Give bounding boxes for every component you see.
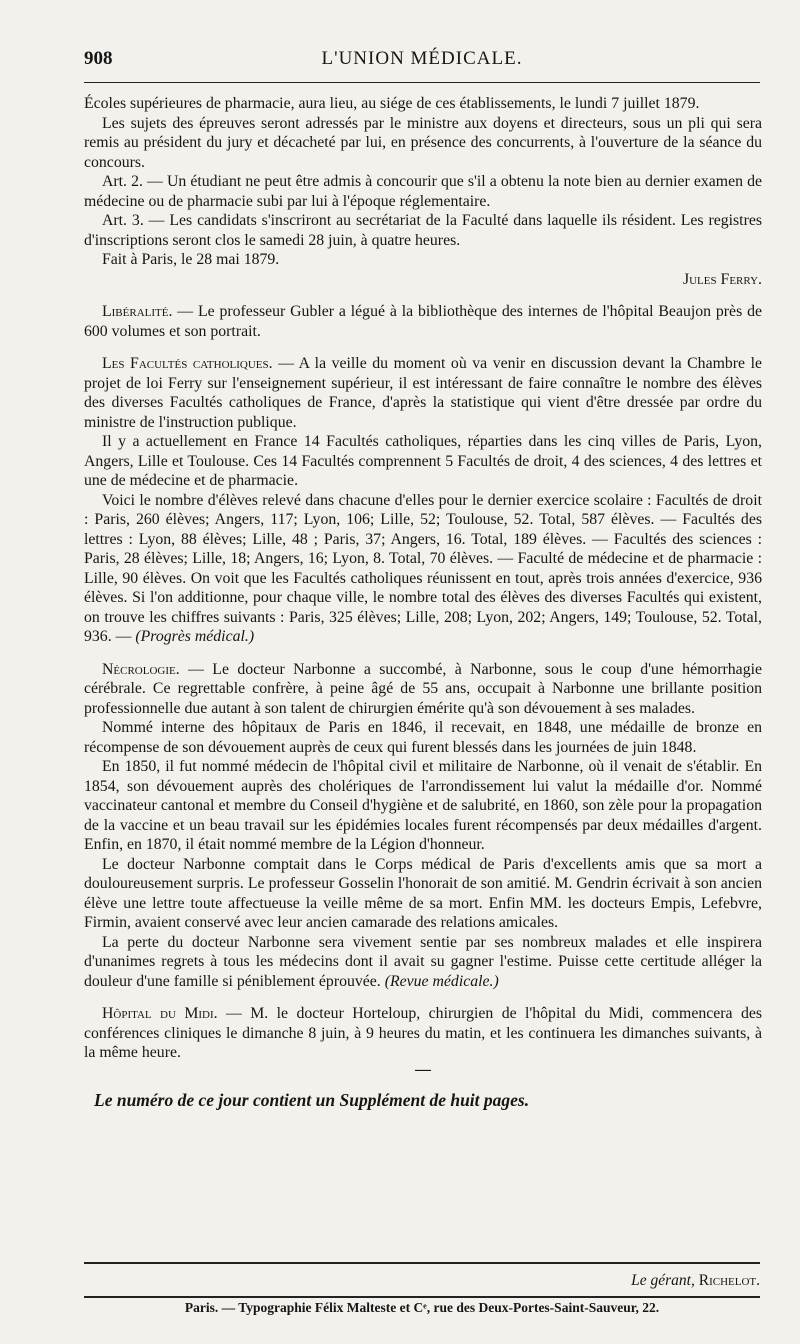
signature-name: Richelot. bbox=[694, 1272, 760, 1289]
printer-imprint: Paris. — Typographie Félix Malteste et Cᵉ, rue des Deux-Portes-Saint-Sauveur, 22. bbox=[184, 1300, 660, 1315]
page-number: 908 bbox=[84, 48, 113, 69]
news-item bbox=[84, 302, 762, 341]
statistics-text: Voici le nombre d'élèves relevé dans chacune d'elles pour le dernier exercice scolaire : Facultés de droit : Paris, 260 élèves; Angers, 117; Lyon, 106; Lille, 52; Toulouse, 52. Total, 587 élèves. — Facultés des lettres : Lyon, 88 élèves; Lille, 48 ; Paris, 37; Angers, 16. Total, 189 élèves. — Facultés des sciences : Paris, 28 élèves; Lille, 18; Angers, 16; Lyon, 8. Total, 70 élèves. — Faculté de médecine et de pharmacie : Lille, 90 élèves. On voit que les Facultés catholiques réunissent en tout, après trois années d'exercice, 936 élèves. Si l'on additionne, pour chaque ville, le nombre total des élèves des diverses Facultés qui existent, on trouve les chiffres suivants : Paris, 325 élèves; Lille, 208; Lyon, 202; Angers, 149; Toulouse, 52. Total, 936. — bbox=[84, 491, 762, 645]
separator-dash: — bbox=[415, 1060, 431, 1078]
article-body bbox=[84, 94, 762, 1110]
paragraph: Écoles supérieures de pharmacie, aura lieu, au siége de ces établissements, le lundi 7 juillet 1879. bbox=[84, 95, 700, 112]
decree-signature: Jules Ferry. bbox=[682, 270, 762, 288]
section-heading: Hôpital du Midi. bbox=[102, 1005, 218, 1022]
footer-rule bbox=[84, 1262, 760, 1264]
paragraph bbox=[84, 491, 762, 647]
paragraph: Fait à Paris, le 28 mai 1879. bbox=[102, 251, 280, 268]
signature-role: Le gérant, bbox=[631, 1272, 695, 1289]
paragraph: Il y a actuellement en France 14 Facultés catholiques, réparties dans les cinq villes de Paris, Lyon, Angers, Lille et Toulouse. Ces 14 Facultés comprennent 5 Facultés de droit, 4 des sciences, 4 des lettres et une de médecine et de pharmacie. bbox=[84, 433, 762, 489]
paragraph: En 1850, il fut nommé médecin de l'hôpital civil et militaire de Narbonne, où il venait de s'établir. En 1854, son dévouement auprès des cholériques de l'arrondissement lui valut la médaille d'or. Nommé vaccinateur cantonal et membre du Conseil d'hygiène et de salubrité, en 1860, son zèle pour la propagation de la vaccine et un beau travail sur les épidémies locales furent récompensés par deux médailles d'argent. Enfin, en 1870, il était nommé membre de la Légion d'honneur. bbox=[84, 758, 762, 853]
supplement-notice: Le numéro de ce jour contient un Supplément de huit pages. bbox=[94, 1089, 530, 1110]
paragraph: Art. 3. — Les candidats s'inscriront au secrétariat de la Faculté dans laquelle ils résident. Les registres d'inscriptions seront clos le samedi 28 juin, à quatre heures. bbox=[84, 212, 762, 249]
printer-rule bbox=[84, 1296, 760, 1298]
journal-title: L'UNION MÉDICALE. bbox=[321, 48, 523, 69]
section-heading: Libéralité. bbox=[102, 303, 173, 320]
section-heading: Les Facultés catholiques. bbox=[102, 355, 273, 372]
obituary-text: La perte du docteur Narbonne sera vivement sentie par ses nombreux malades et elle inspirera d'unanimes regrets à tous les médecins dont il avait su gagner l'estime. Puisse cette certitude alléger la douleur d'une famille si péniblement éprouvée. bbox=[84, 933, 762, 990]
news-item bbox=[84, 354, 762, 432]
paragraph: Nommé interne des hôpitaux de Paris en 1846, il recevait, en 1848, une médaille de bronze en récompense de son dévouement auprès de ceux qui furent blessés dans les journées de juin 1848. bbox=[84, 719, 762, 756]
news-item bbox=[84, 1004, 762, 1063]
source-citation: (Progrès médical.) bbox=[135, 628, 255, 645]
source-citation: (Revue médicale.) bbox=[384, 972, 499, 990]
news-item bbox=[84, 660, 762, 719]
news-text: — Le professeur Gubler a légué à la bibliothèque des internes de l'hôpital Beaujon près de 600 volumes et son portrait. bbox=[84, 303, 762, 340]
header-rule bbox=[84, 82, 760, 83]
news-text: — M. le docteur Horteloup, chirurgien de l'hôpital du Midi, commencera des conférences cliniques le dimanche 8 juin, à 9 heures du matin, et les continuera les dimanches suivants, à la même heure. bbox=[84, 1005, 762, 1061]
paragraph: Les sujets des épreuves seront adressés par le ministre aux doyens et directeurs, sous un pli qui sera remis au président du jury et décacheté par lui, en présence des concurrents, à l'ouverture de la séance du concours. bbox=[84, 114, 762, 171]
paragraph bbox=[84, 933, 762, 992]
paragraph: Le docteur Narbonne comptait dans le Corps médical de Paris d'excellents amis que sa mort a douloureusement surpris. Le professeur Gosselin l'honorait de son amitié. M. Gendrin écrivait à son ancien élève une lettre toute affectueuse la veille même de sa mort. Enfin MM. les docteurs Empis, Lefebvre, Firmin, avaient conservé avec leur ancien camarade des relations amicales. bbox=[84, 855, 762, 931]
page-header bbox=[84, 48, 760, 76]
paragraph: Art. 2. — Un étudiant ne peut être admis à concourir que s'il a obtenu la note bien au dernier examen de médecine ou de pharmacie subi par lui à l'époque réglementaire. bbox=[84, 173, 762, 210]
section-heading: Nécrologie. bbox=[102, 660, 180, 678]
news-text: — Le docteur Narbonne a succombé, à Narbonne, sous le coup d'une hémorrhagie cérébrale. Ce regrettable confrère, à peine âgé de 55 ans, occupait à Narbonne une brillante position professionnelle due autant à son talent de chirurgien émérite qu'à son dévouement à ses malades. bbox=[84, 660, 762, 717]
manager-signature bbox=[631, 1272, 760, 1290]
news-text: — A la veille du moment où va venir en discussion devant la Chambre le projet de loi Ferry sur l'enseignement supérieur, il est intéressant de faire connaître le nombre des élèves des diverses Facultés catholiques de France, d'après la statistique qui vient d'être dressée par ordre du ministre de l'instruction publique. bbox=[84, 355, 762, 431]
